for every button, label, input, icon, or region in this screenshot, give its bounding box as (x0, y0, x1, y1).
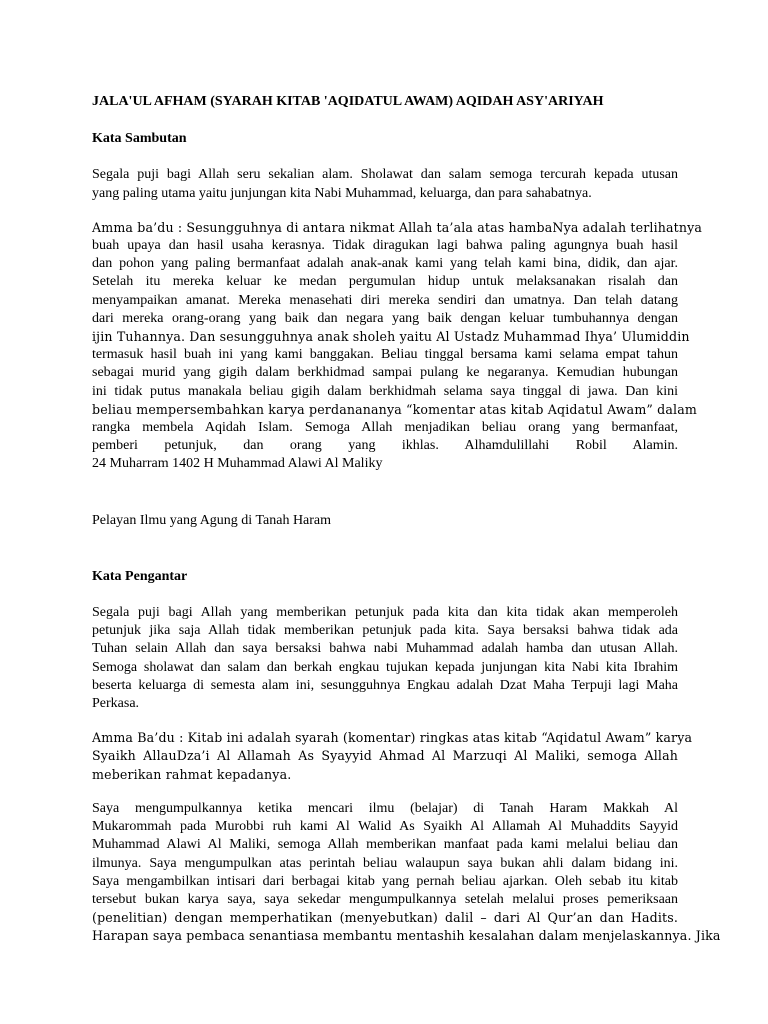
text-line: Segala puji bagi Allah yang memberikan petunjuk pada kita dan kita tidak akan memperoleh (92, 605, 678, 621)
paragraph-sambutan-body (92, 219, 703, 474)
paragraph-pengantar-opening (92, 604, 678, 713)
section-heading-kata-pengantar: Kata Pengantar (92, 568, 188, 584)
text-line-signature: 24 Muharram 1402 H Muhammad Alawi Al Maliky (92, 456, 383, 472)
text-line: Tuhan selain Allah dan saya bersaksi bahwa nabi Muhammad adalah hamba dan utusan Allah. (92, 641, 678, 657)
text-line: (penelitian) dengan memperhatikan (menyebutkan) dalil – dari Al Qur’an dan Hadits. (92, 910, 678, 926)
text-line: petunjuk jika saja Allah tidak memberikan petunjuk pada kita. Saya bersaksi bahwa tidak ada (92, 623, 678, 639)
text-line: Perkasa. (92, 696, 140, 712)
text-line: Syaikh AllauDza’i Al Allamah As Syayyid Ahmad Al Marzuqi Al Maliki, semoga Allah (92, 748, 678, 764)
text-line: beliau mempersembahkan karya perdanananya “komentar atas kitab Aqidatul Awam” dalam (92, 401, 697, 417)
text-line: Segala puji bagi Allah seru sekalian alam. Sholawat dan salam semoga tercurah kepada utusan (92, 167, 678, 183)
closing-line: Pelayan Ilmu yang Agung di Tanah Haram (92, 512, 332, 528)
text-line: ini tidak putus manakala beliau gigih dalam berkhidmah selama saya tinggal di jawa. Dan kini (92, 383, 678, 399)
document-page (92, 93, 721, 962)
text-line: Saya mengumpulkannya ketika mencari ilmu (belajar) di Tanah Haram Makkah Al (92, 800, 678, 816)
text-line: Amma Ba’du : Kitab ini adalah syarah (komentar) ringkas atas kitab “Aqidatul Awam” karya (92, 730, 693, 746)
text-line: menyampaikan amanat. Mereka menasehati diri mereka sendiri dan umatnya. Dan telah datang (92, 292, 678, 308)
paragraph-pengantar-body (92, 800, 721, 946)
paragraph-sambutan-opening (92, 166, 678, 202)
text-line: beserta keluarga di semesta alam ini, sesungguhnya Engkau adalah Dzat Maha Terpuji lagi Maha (92, 677, 678, 693)
text-line: Setelah itu mereka keluar ke medan pergumulan hidup untuk melaksanakan risalah dan (92, 274, 678, 290)
text-line: Saya mengambilkan intisari dari berbagai kitab yang pernah beliau ajarkan. Oleh sebab itu kitab (92, 873, 678, 889)
text-line: dan pohon yang paling bermanfaat adalah anak-anak kami yang telah kami bina, didik, dan ajar. (92, 256, 678, 272)
text-line: termasuk hasil buah ini yang kami banggakan. Beliau tinggal bersama kami selama empat tahun (92, 347, 678, 363)
section-heading-kata-sambutan: Kata Sambutan (92, 131, 187, 147)
text-line: Muhammad Alawi Al Maliki, semoga Allah memberikan manfaat pada kami melalui beliau dan (92, 837, 678, 853)
text-line: ijin Tuhannya. Dan sesungguhnya anak sholeh yaitu Al Ustadz Muhammad Ihya’ Ulumiddin (92, 329, 690, 345)
document-title: JALA'UL AFHAM (SYARAH KITAB 'AQIDATUL AWAM) AQIDAH ASY'ARIYAH (92, 94, 604, 109)
text-line: buah upaya dan hasil usaha kerasnya. Tidak diragukan lagi bahwa paling agungnya buah hasil (92, 238, 678, 254)
text-line: rangka membela Aqidah Islam. Semoga Allah menjadikan beliau orang yang bermanfaat, (92, 420, 678, 436)
text-line: Semoga sholawat dan salam dan berkah engkau tujukan kepada junjungan kita Nabi kita Ibrahim (92, 659, 678, 675)
paragraph-pengantar-amma-badu (92, 729, 693, 784)
text-line: ilmunya. Saya mengumpulkan atas perintah beliau walaupun saya bukan ahli dalam bidang ini. (92, 855, 678, 871)
text-line: Amma ba’du : Sesungguhnya di antara nikmat Allah ta’ala atas hambaNya adalah terlihatnya (92, 219, 703, 235)
text-line: dari mereka orang-orang yang baik dan negara yang baik dengan keluar tumbuhannya dengan (92, 310, 678, 326)
text-line: sebagai murid yang gigih dalam berkhidmad sampai pulang ke negaranya. Kemudian hubungan (92, 365, 678, 381)
text-line: tersebut bukan karya saya, saya sekedar mengumpulkannya setelah melalui proses pemeriksaan (92, 891, 678, 907)
text-line: Harapan saya pembaca senantiasa membantu mentashih kesalahan dalam menjelaskannya. Jika (92, 928, 721, 944)
text-line: Mukarommah pada Murobbi ruh kami Al Walid As Syaikh Al Allamah Al Muhaddits Sayyid (92, 819, 678, 835)
text-line: pemberi petunjuk, dan orang yang ikhlas. Alhamdulillahi Robil Alamin. (92, 438, 678, 454)
text-line: meberikan rahmat kepadanya. (92, 766, 292, 782)
text-line: yang paling utama yaitu junjungan kita Nabi Muhammad, keluarga, dan para sahabatnya. (92, 185, 592, 201)
